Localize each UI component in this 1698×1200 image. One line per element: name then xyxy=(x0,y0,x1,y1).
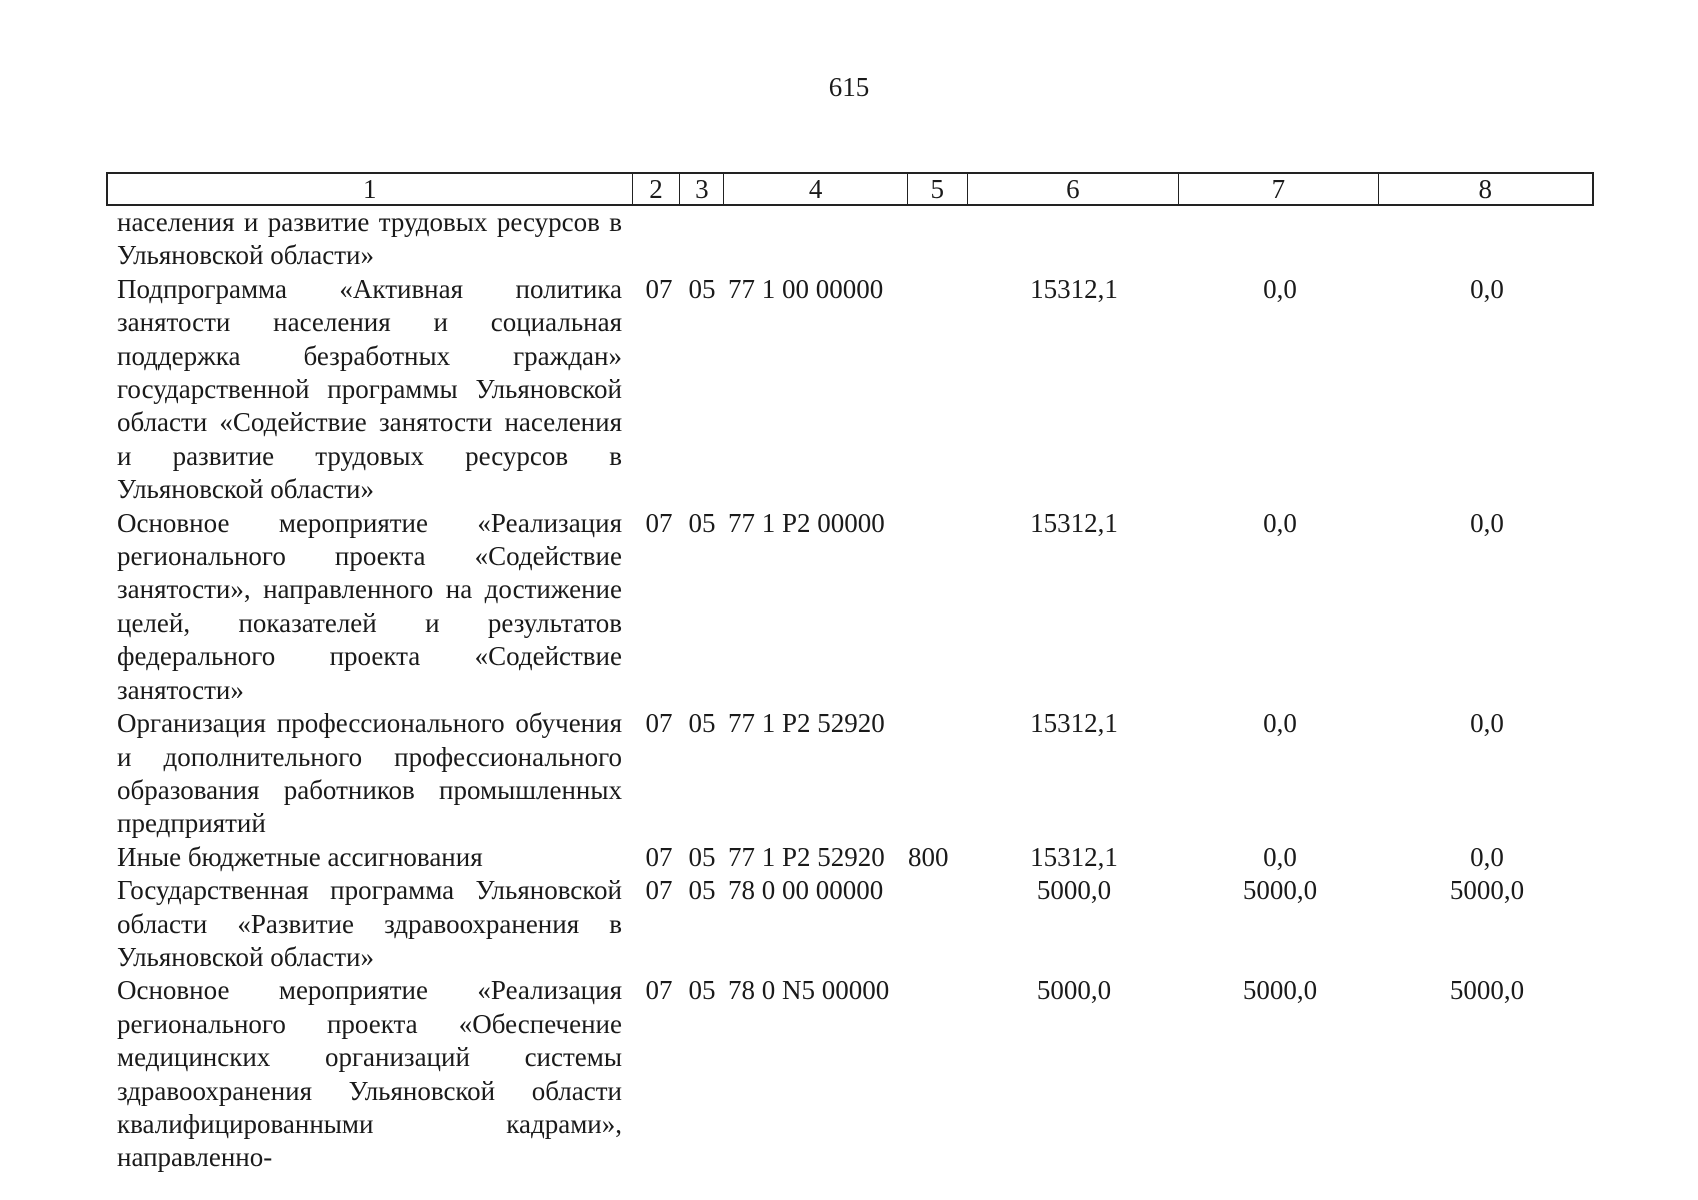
header-col-3: 3 xyxy=(680,174,724,204)
row-subsection: 05 xyxy=(688,708,716,739)
row-name: Основное мероприятие «Реализация регионального проекта «Содействие занятости», направленного на достижение целей, показателей и результатов федерального проекта «Содействие занятости» xyxy=(117,507,622,705)
row-amount-year2: 5000,0 xyxy=(1242,875,1318,906)
row-name: Организация профессионального обучения и дополнительного профессионального образования работников промышленных предприятий xyxy=(117,708,622,839)
table-row xyxy=(106,974,1594,1174)
row-amount-year1: 15312,1 xyxy=(1030,708,1118,739)
row-subsection: 05 xyxy=(688,841,716,872)
row-target-article: 77 1 00 00000 xyxy=(728,273,884,304)
header-col-5: 5 xyxy=(908,174,968,204)
row-section: 07 xyxy=(645,975,673,1006)
row-amount-year3: 0,0 xyxy=(1470,273,1504,304)
row-subsection: 05 xyxy=(688,507,716,538)
page-number: 615 xyxy=(828,72,870,102)
table-row xyxy=(106,841,1594,874)
row-expense-type: 800 xyxy=(908,841,949,872)
header-col-2: 2 xyxy=(633,174,681,204)
row-subsection: 05 xyxy=(688,875,716,906)
row-amount-year3: 5000,0 xyxy=(1449,875,1525,906)
row-amount-year1: 15312,1 xyxy=(1030,841,1118,872)
table-row xyxy=(106,507,1594,707)
row-target-article: 78 0 N5 00000 xyxy=(728,975,890,1006)
row-name: Основное мероприятие «Реализация регионального проекта «Обеспечение медицинских организаций системы здравоохранения Ульяновской области квалифицированными кадрами», направленно- xyxy=(117,975,622,1173)
table-body xyxy=(106,206,1594,1175)
table-row xyxy=(106,874,1594,974)
row-amount-year2: 0,0 xyxy=(1263,708,1297,739)
header-col-7: 7 xyxy=(1179,174,1378,204)
row-subsection: 05 xyxy=(688,273,716,304)
row-amount-year1: 15312,1 xyxy=(1030,507,1118,538)
table-row xyxy=(106,206,1594,273)
row-section: 07 xyxy=(645,507,673,538)
row-amount-year1: 15312,1 xyxy=(1030,273,1118,304)
row-target-article: 78 0 00 00000 xyxy=(728,875,884,906)
row-section: 07 xyxy=(645,708,673,739)
header-col-1: 1 xyxy=(108,174,633,204)
row-amount-year3: 5000,0 xyxy=(1449,975,1525,1006)
row-amount-year1: 5000,0 xyxy=(1036,975,1112,1006)
table-row xyxy=(106,707,1594,841)
header-col-6: 6 xyxy=(968,174,1179,204)
row-name: Подпрограмма «Активная политика занятости населения и социальная поддержка безработных граждан» государственной программы Ульяновской области «Содействие занятости населения и развитие трудовых ресурсов в Ульяновской области» xyxy=(117,273,622,505)
row-amount-year2: 0,0 xyxy=(1263,507,1297,538)
row-amount-year2: 0,0 xyxy=(1263,841,1297,872)
row-section: 07 xyxy=(645,875,673,906)
table-header xyxy=(106,172,1594,206)
row-amount-year3: 0,0 xyxy=(1470,841,1504,872)
row-section: 07 xyxy=(645,841,673,872)
header-col-8: 8 xyxy=(1478,173,1493,204)
row-subsection: 05 xyxy=(688,975,716,1006)
row-amount-year2: 0,0 xyxy=(1263,273,1297,304)
table-row xyxy=(106,273,1594,507)
row-name: Государственная программа Ульяновской области «Развитие здравоохранения в Ульяновской области» xyxy=(117,875,622,972)
row-target-article: 77 1 P2 52920 xyxy=(728,708,885,739)
row-target-article: 77 1 P2 52920 xyxy=(728,841,885,872)
row-section: 07 xyxy=(645,273,673,304)
row-amount-year3: 0,0 xyxy=(1470,507,1504,538)
row-target-article: 77 1 P2 00000 xyxy=(728,507,885,538)
row-amount-year1: 5000,0 xyxy=(1036,875,1112,906)
header-col-4: 4 xyxy=(724,174,908,204)
row-name: Иные бюджетные ассигнования xyxy=(117,841,483,872)
row-amount-year2: 5000,0 xyxy=(1242,975,1318,1006)
row-name: населения и развитие трудовых ресурсов в Ульяновской области» xyxy=(117,207,622,271)
row-amount-year3: 0,0 xyxy=(1470,708,1504,739)
